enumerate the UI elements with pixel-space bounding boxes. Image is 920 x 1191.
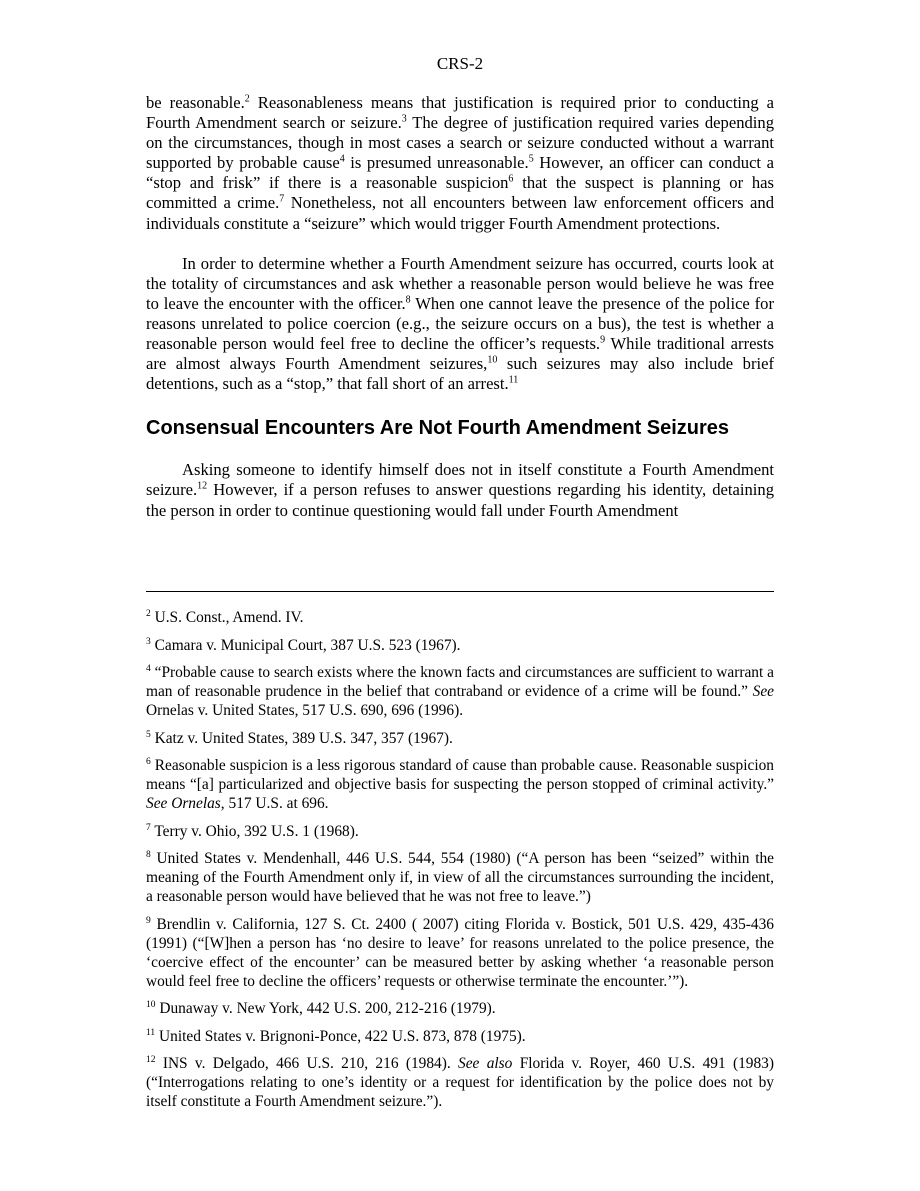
text-run: However, an officer can conduct a “stop and frisk” if there is a reasonable suspicion bbox=[146, 153, 774, 193]
footnote-number: 10 bbox=[146, 999, 156, 1010]
footnote-text: U.S. Const., Amend. IV. bbox=[150, 609, 304, 626]
footnote-text: Camara v. Municipal Court, 387 U.S. 523 (1967). bbox=[150, 636, 461, 654]
footnote-6 bbox=[146, 756, 774, 813]
body-text bbox=[146, 93, 774, 521]
footnote-number: 11 bbox=[146, 1027, 156, 1038]
footnote-text: “Probable cause to search exists where the known facts and circumstances are sufficient to warrant a man of reasonable prudence in the belief that contraband or evidence of a crime will be found.” bbox=[146, 664, 774, 700]
text-run: such seizures may also include brief detentions, such as a “stop,” that fall short of an arrest. bbox=[146, 354, 774, 394]
footnote-signal: See Ornelas bbox=[146, 795, 221, 812]
footnote-text: Terry v. Ohio, 392 U.S. 1 (1968). bbox=[150, 822, 359, 840]
footnote-number: 3 bbox=[146, 636, 151, 647]
footnote-number: 7 bbox=[146, 822, 151, 833]
section-heading: Consensual Encounters Are Not Fourth Amendment Seizures bbox=[146, 417, 730, 440]
text-run: be reasonable. bbox=[146, 93, 245, 112]
footnote-text: Ornelas v. United States, 517 U.S. 690, 696 (1996). bbox=[146, 702, 464, 719]
footnote-text: Brendlin v. California, 127 S. Ct. 2400 ( 2007) citing Florida v. Bostick, 501 U.S. 429, 435-436 (1991) (“[W]hen a person has ‘no desire to leave’ for reasons unrelated to the police presence, the ‘coercive effect of the encounter’ can be measured better by asking whether ‘a reasonable person would feel free to decline the officers’ requests or otherwise terminate the encounter.’”). bbox=[146, 915, 774, 990]
footnote-text: , 517 U.S. at 696. bbox=[220, 795, 329, 812]
footnote-number: 5 bbox=[146, 729, 151, 740]
text-run: While traditional arrests are almost always Fourth Amendment seizures, bbox=[146, 334, 774, 374]
text-run: Asking someone to identify himself does not in itself constitute a Fourth Amendment seizure. bbox=[146, 460, 774, 500]
footnote-text: Katz v. United States, 389 U.S. 347, 357 (1967). bbox=[150, 729, 453, 747]
footnote-number: 2 bbox=[146, 608, 151, 619]
page-number-header: CRS-2 bbox=[436, 54, 484, 73]
footnote-number: 12 bbox=[146, 1054, 156, 1065]
footnote-2 bbox=[146, 608, 774, 627]
footnote-ref-11[interactable]: 11 bbox=[508, 374, 519, 386]
footnote-text: United States v. Mendenhall, 446 U.S. 544, 554 (1980) (“A person has been “seized” within the meaning of the Fourth Amendment only if, in view of all the circumstances surrounding the incident, a reasonable person would have believed that he was not free to leave.”) bbox=[146, 850, 774, 905]
footnote-12 bbox=[146, 1054, 774, 1111]
footnote-ref-6[interactable]: 6 bbox=[508, 173, 514, 185]
footnote-5 bbox=[146, 729, 774, 748]
footnote-text: Florida v. Royer, 460 U.S. 491 (1983) (“Interrogations relating to one’s identity or a request for identification by the police does not by itself constitute a Fourth Amendment seizure.”). bbox=[146, 1055, 775, 1110]
text-run: is presumed unreasonable. bbox=[344, 153, 529, 173]
footnote-4 bbox=[146, 663, 774, 720]
paragraph-1 bbox=[146, 93, 774, 234]
footnote-signal: See also bbox=[458, 1055, 513, 1072]
text-run: Reasonableness means that justification is required prior to conducting a Fourth Amendment search or seizure. bbox=[146, 93, 775, 133]
footnote-number: 4 bbox=[146, 663, 151, 674]
footnote-divider bbox=[146, 591, 774, 592]
footnote-ref-5[interactable]: 5 bbox=[528, 153, 534, 165]
footnote-number: 9 bbox=[146, 915, 151, 926]
footnote-number: 8 bbox=[146, 849, 151, 860]
paragraph-2 bbox=[146, 254, 774, 395]
footnote-text: INS v. Delgado, 466 U.S. 210, 216 (1984). bbox=[155, 1055, 459, 1072]
footnote-ref-10[interactable]: 10 bbox=[487, 354, 498, 366]
footnotes-section bbox=[146, 608, 774, 1120]
text-run: that the suspect is planning or has committed a crime. bbox=[146, 173, 775, 213]
footnote-text: United States v. Brignoni-Ponce, 422 U.S. 873, 878 (1975). bbox=[155, 1027, 526, 1045]
footnote-ref-9[interactable]: 9 bbox=[600, 334, 606, 346]
footnote-3 bbox=[146, 636, 774, 655]
text-run: However, if a person refuses to answer questions regarding his identity, detaining the person in order to continue questioning would fall under Fourth Amendment bbox=[146, 480, 774, 520]
footnote-ref-12[interactable]: 12 bbox=[197, 480, 208, 492]
text-run: In order to determine whether a Fourth Amendment seizure has occurred, courts look at the totality of circumstances and ask whether a reasonable person would believe he was free to leave the encounter with the officer. bbox=[146, 253, 774, 313]
footnote-9 bbox=[146, 915, 774, 991]
footnote-ref-2[interactable]: 2 bbox=[244, 93, 250, 105]
paragraph-3 bbox=[146, 460, 774, 520]
text-run: The degree of justification required varies depending on the circumstances, though in most cases a search or seizure conducted without a warrant supported by probable cause bbox=[146, 113, 774, 173]
footnote-ref-4[interactable]: 4 bbox=[339, 153, 345, 165]
text-run: Nonetheless, not all encounters between law enforcement officers and individuals constitute a “seizure” which would trigger Fourth Amendment protections. bbox=[146, 193, 775, 233]
text-run: When one cannot leave the presence of the police for reasons unrelated to police coercion (e.g., the seizure occurs on a bus), the test is whether a reasonable person would feel free to decline the officer’s requests. bbox=[146, 293, 775, 354]
footnote-7 bbox=[146, 822, 774, 841]
footnote-signal: See bbox=[752, 683, 774, 700]
footnote-8 bbox=[146, 849, 774, 906]
footnote-11 bbox=[146, 1027, 774, 1046]
footnote-text: Dunaway v. New York, 442 U.S. 200, 212-216 (1979). bbox=[155, 1000, 496, 1017]
footnote-ref-7[interactable]: 7 bbox=[279, 193, 285, 205]
footnote-number: 6 bbox=[146, 756, 151, 767]
footnote-ref-3[interactable]: 3 bbox=[401, 113, 407, 125]
footnote-10 bbox=[146, 999, 774, 1018]
footnote-ref-8[interactable]: 8 bbox=[405, 294, 411, 306]
footnote-text: Reasonable suspicion is a less rigorous standard of cause than probable cause. Reasonable suspicion means “[a] particularized and objective basis for suspecting the person stopped of criminal activity.” bbox=[146, 757, 774, 793]
